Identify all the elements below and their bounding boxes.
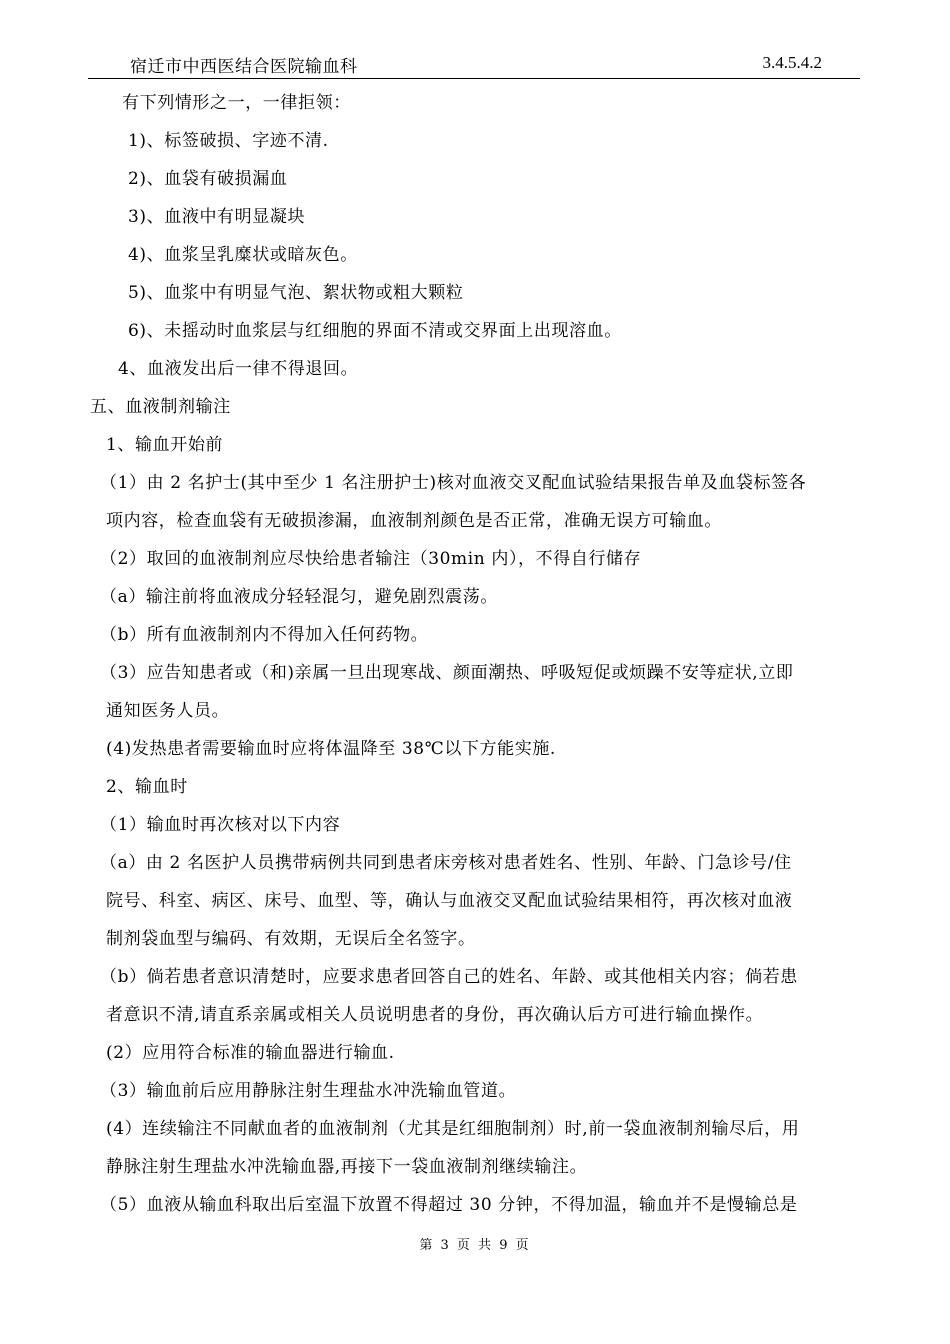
- paragraph-line: 3)、血液中有明显凝块: [128, 207, 306, 227]
- paragraph-line: 通知医务人员。: [106, 701, 230, 721]
- paragraph-line: （1）由 2 名护士(其中至少 1 名注册护士)核对血液交叉配血试验结果报告单及血袋标签各: [100, 473, 807, 493]
- paragraph-line: （a）由 2 名医护人员携带病例共同到患者床旁核对患者姓名、性别、年龄、门急诊号/住: [100, 853, 792, 873]
- document-number: 3.4.5.4.2: [762, 53, 822, 72]
- section-heading: 五、血液制剂输注: [90, 397, 231, 417]
- paragraph-line: 院号、科室、病区、床号、血型、等，确认与血液交叉配血试验结果相符，再次核对血液: [106, 891, 793, 911]
- paragraph-line: 者意识不清,请直系亲属或相关人员说明患者的身份，再次确认后方可进行输血操作。: [106, 1005, 764, 1025]
- paragraph-line: 项内容，检查血袋有无破损渗漏，血液制剂颜色是否正常，准确无误方可输血。: [106, 511, 722, 531]
- paragraph-line: （2）取回的血液制剂应尽快给患者输注（30min 内），不得自行储存: [100, 549, 642, 569]
- paragraph-line: (2）应用符合标准的输血器进行输血.: [106, 1043, 395, 1063]
- paragraph-line: （3）输血前后应用静脉注射生理盐水冲洗输血管道。: [100, 1081, 517, 1101]
- paragraph-line: 4、血液发出后一律不得退回。: [118, 359, 359, 379]
- paragraph-line: (4)发热患者需要输血时应将体温降至 38℃以下方能实施.: [106, 739, 556, 759]
- paragraph-line: （b）所有血液制剂内不得加入任何药物。: [100, 625, 429, 645]
- paragraph-line: （3）应告知患者或（和)亲属一旦出现寒战、颜面潮热、呼吸短促或烦躁不安等症状,立即: [100, 663, 794, 683]
- paragraph-line: (4）连续输注不同献血者的血液制剂（尤其是红细胞制剂）时,前一袋血液制剂输尽后，用: [106, 1119, 800, 1139]
- paragraph-line: 有下列情形之一，一律拒领：: [122, 93, 351, 113]
- paragraph-line: 静脉注射生理盐水冲洗输血器,再接下一袋血液制剂继续输注。: [106, 1157, 588, 1177]
- paragraph-line: （b）倘若患者意识清楚时，应要求患者回答自己的姓名、年龄、或其他相关内容；倘若患: [100, 967, 798, 987]
- paragraph-line: 2)、血袋有破损漏血: [128, 169, 288, 189]
- hospital-department-title: 宿迁市中西医结合医院输血科: [130, 57, 358, 77]
- paragraph-line: 6)、未摇动时血浆层与红细胞的界面不清或交界面上出现溶血。: [128, 321, 622, 341]
- paragraph-line: （a）输注前将血液成分轻轻混匀，避免剧烈震荡。: [100, 587, 498, 607]
- page-number: 第 3 页 共 9 页: [419, 1238, 531, 1253]
- paragraph-line: 制剂袋血型与编码、有效期，无误后全名签字。: [106, 929, 476, 949]
- paragraph-line: 1)、标签破损、字迹不清.: [128, 131, 329, 151]
- paragraph-line: 5)、血浆中有明显气泡、絮状物或粗大颗粒: [128, 283, 464, 303]
- subsection-heading: 1、输血开始前: [106, 435, 224, 455]
- paragraph-line: （1）输血时再次核对以下内容: [100, 815, 341, 835]
- subsection-heading: 2、输血时: [106, 777, 188, 797]
- paragraph-line: 4)、血浆呈乳糜状或暗灰色。: [128, 245, 358, 265]
- paragraph-line: （5）血液从输血科取出后室温下放置不得超过 30 分钟，不得加温，输血并不是慢输总是: [100, 1195, 798, 1215]
- page-header: [88, 52, 860, 79]
